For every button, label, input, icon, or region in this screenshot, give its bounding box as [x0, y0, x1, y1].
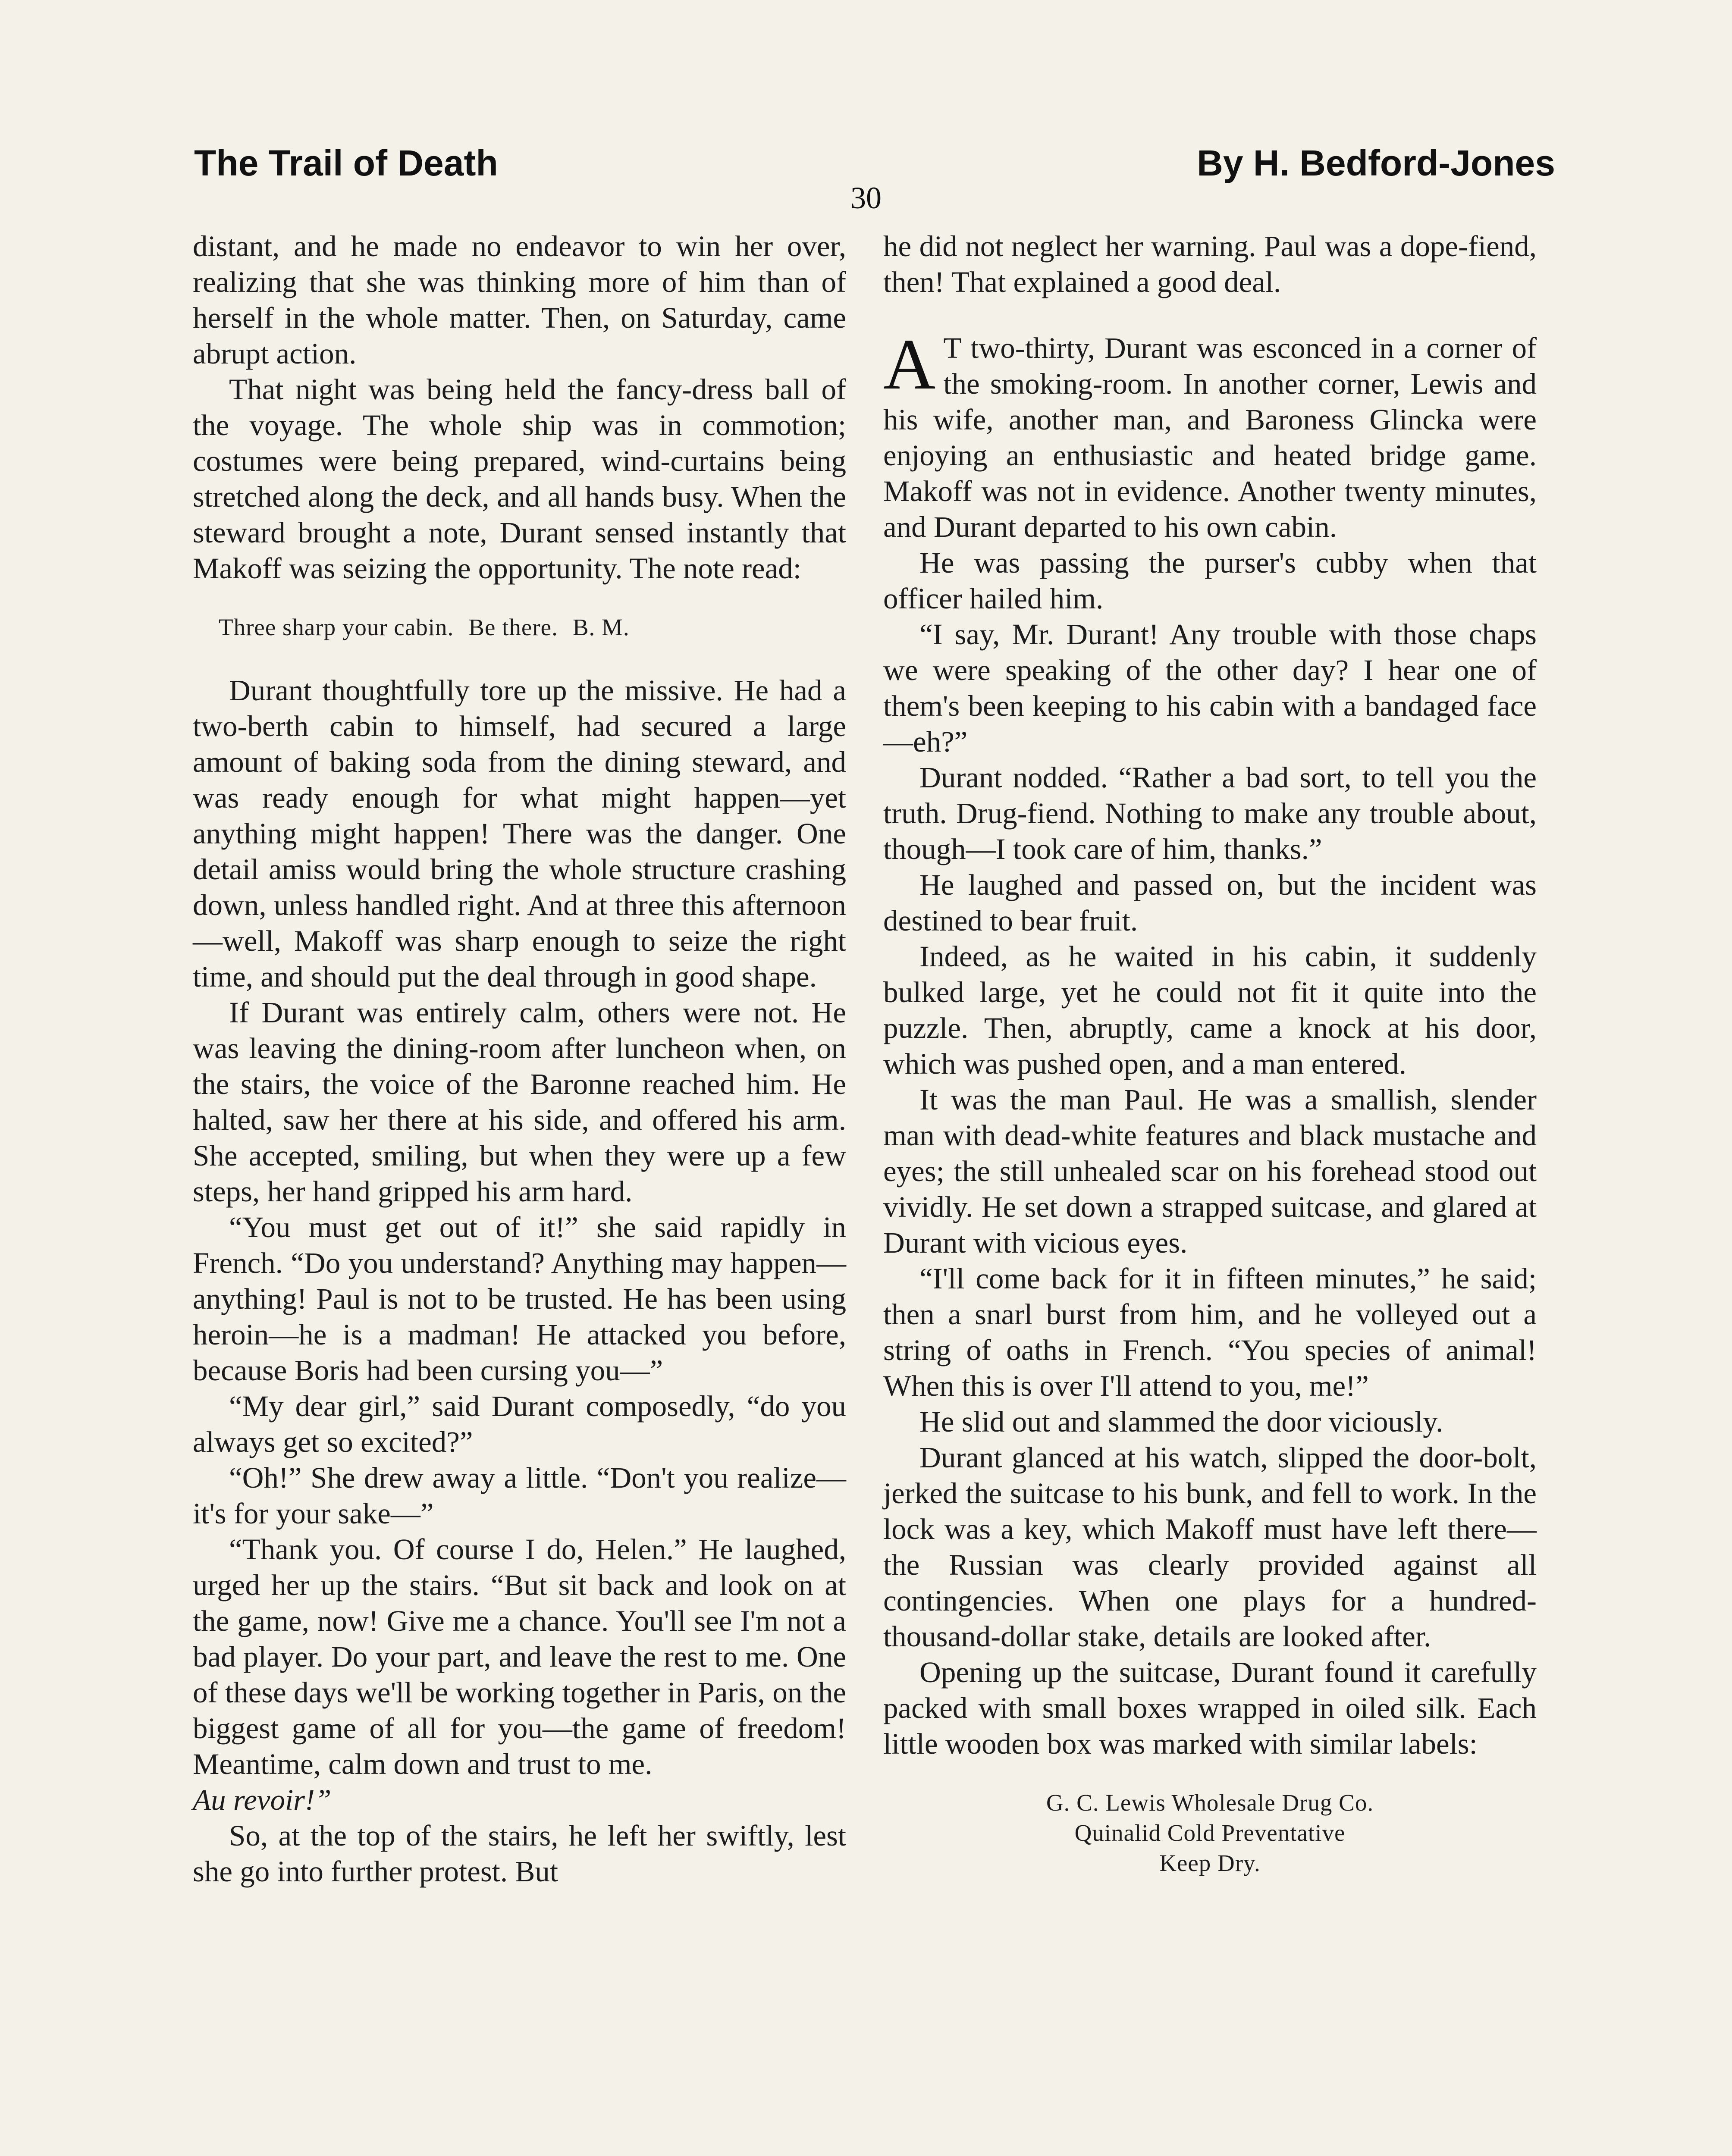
paragraph: If Durant was entirely calm, others were not. He was leaving the dining-room after luncheon when, on the stairs, the voice of the Baronne reached him. He halted, saw her there at his side, and offered his arm. She accepted, smiling, but when they were up a few steps, her hand gripped his arm hard.: [193, 996, 846, 1208]
paragraph-italic-end: [193, 1782, 846, 1818]
paragraph: It was the man Paul. He was a smallish, slender man with dead-white features and black mustache and eyes; the still unhealed scar on his forehead stood out vividly. He set down a strapped suitcase, and glared at Durant with vicious eyes.: [883, 1083, 1537, 1259]
left-column: [193, 229, 846, 1890]
note-line: Three sharp your cabin.: [219, 614, 454, 640]
story-author: By H. Bedford-Jones: [1197, 143, 1555, 183]
paragraph: “I'll come back for it in fifteen minutes,” he said; then a snarl burst from him, and he volleyed out a string of oaths in French. “You species of animal! When this is over I'll attend to you, me!”: [883, 1262, 1537, 1402]
label-line: G. C. Lewis Wholesale Drug Co.: [1046, 1789, 1374, 1816]
page-number: 30: [850, 181, 882, 215]
note-line: Be there.: [468, 614, 558, 640]
paragraph: He laughed and passed on, but the incident was destined to bear fruit.: [883, 868, 1537, 937]
story-title: The Trail of Death: [194, 143, 498, 183]
paragraph: distant, and he made no endeavor to win her over, realizing that she was thinking more of him than of herself in the whole matter. Then, on Saturday, came abrupt action.: [193, 230, 846, 370]
paragraph: “Oh!” She drew away a little. “Don't you realize—it's for your sake—”: [193, 1461, 846, 1530]
section-paragraph: [883, 324, 1537, 545]
label-line: Quinalid Cold Preventative: [1074, 1820, 1346, 1846]
paragraph: Indeed, as he waited in his cabin, it suddenly bulked large, yet he could not fit it quite into the puzzle. Then, abruptly, came a knock at his door, which was pushed open, and a man entered.: [883, 940, 1537, 1080]
paragraph: “Thank you. Of course I do, Helen.” He laughed, urged her up the stairs. “But sit back and look on at the game, now! Give me a chance. You'll see I'm not a bad player. Do your part, and leave the rest to me. One of these days we'll be working together in Paris, on the biggest game of all for you—the game of freedom! Meantime, calm down and trust to me.: [193, 1533, 846, 1780]
paragraph: he did not neglect her warning. Paul was a dope-fiend, then! That explained a good deal.: [883, 230, 1537, 298]
box-label: [883, 1788, 1537, 1878]
drop-cap: A: [883, 324, 936, 404]
paragraph: Durant nodded. “Rather a bad sort, to tell you the truth. Drug-fiend. Nothing to make any trouble about, though—I took care of him, thanks.”: [883, 761, 1537, 865]
paragraph-text: T two-thirty, Durant was esconced in a corner of the smoking-room. In another corner, Lewis and his wife, another man, and Baroness Glincka were enjoying an enthusiastic and heated bridge game. Makoff was not in evidence. Another twenty minutes, and Durant departed to his own cabin.: [883, 332, 1537, 543]
paragraph: He slid out and slammed the door viciously.: [919, 1405, 1443, 1438]
right-column: [883, 229, 1537, 1878]
note-signature: B. M.: [572, 614, 630, 640]
paragraph: “I say, Mr. Durant! Any trouble with those chaps we were speaking of the other day? I hear one of them's been keeping to his cabin with a bandaged face—eh?”: [883, 618, 1537, 758]
paragraph: So, at the top of the stairs, he left her swiftly, lest she go into further protest. But: [193, 1819, 846, 1888]
paragraph: “You must get out of it!” she said rapidly in French. “Do you understand? Anything may happen—anything! Paul is not to be trusted. He has been using heroin—he is a madman! He attacked you before, because Boris had been cursing you—”: [193, 1211, 846, 1387]
note-text: [193, 612, 846, 642]
paragraph: That night was being held the fancy-dress ball of the voyage. The whole ship was in commotion; costumes were being prepared, wind-curtains being stretched along the deck, and all hands busy. When the steward brought a note, Durant sensed instantly that Makoff was seizing the opportunity. The note read:: [193, 373, 846, 585]
paragraph: Opening up the suitcase, Durant found it carefully packed with small boxes wrapped in oiled silk. Each little wooden box was marked with similar labels:: [883, 1656, 1537, 1760]
paragraph: Durant glanced at his watch, slipped the door-bolt, jerked the suitcase to his bunk, and fell to work. In the lock was a key, which Makoff must have left there—the Russian was clearly provided against all contingencies. When one plays for a hundred-thousand-dollar stake, details are looked after.: [883, 1441, 1537, 1653]
paragraph: “My dear girl,” said Durant composedly, “do you always get so excited?”: [193, 1390, 846, 1458]
label-line: Keep Dry.: [1159, 1850, 1261, 1876]
italic-text: Au revoir!”: [193, 1783, 332, 1816]
paragraph: He was passing the purser's cubby when that officer hailed him.: [883, 546, 1537, 615]
paragraph: Durant thoughtfully tore up the missive. He had a two-berth cabin to himself, had secured a large amount of baking soda from the dining steward, and was ready enough for what might happen—yet anything might happen! There was the danger. One detail amiss would bring the whole structure crashing down, unless handled right. And at three this afternoon—well, Makoff was sharp enough to seize the right time, and should put the deal through in good shape.: [193, 674, 846, 993]
